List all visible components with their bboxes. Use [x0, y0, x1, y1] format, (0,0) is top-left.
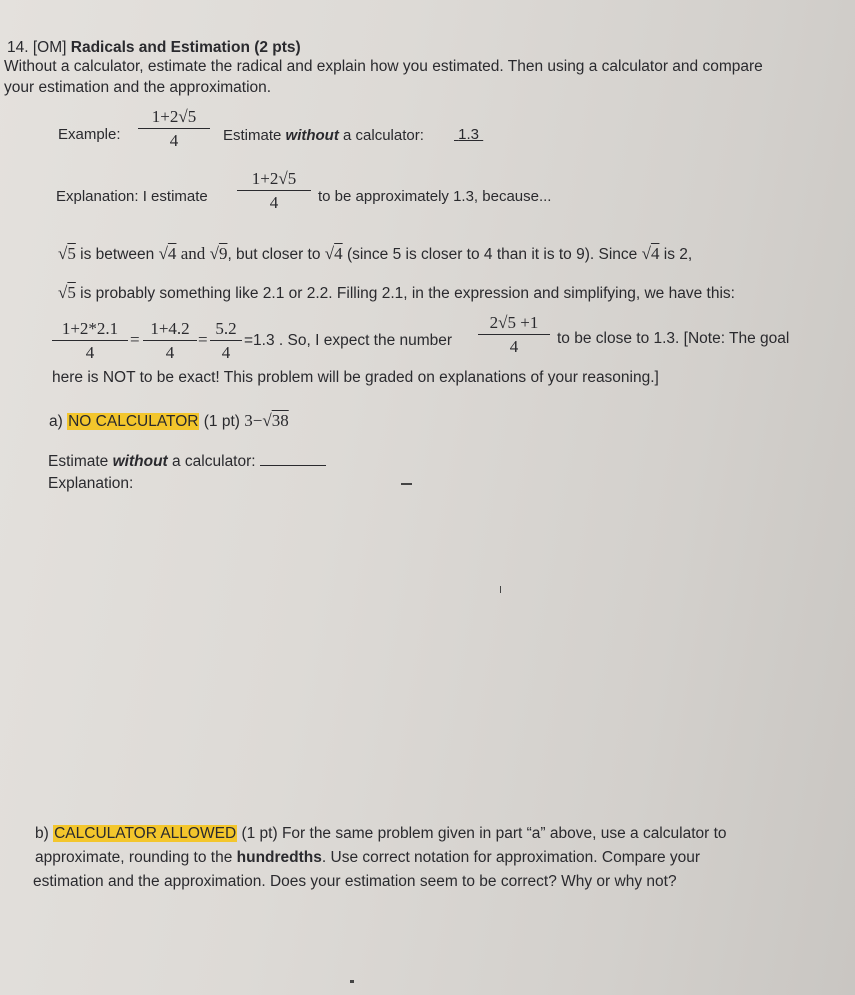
calc-fraction-3: 5.2 4: [210, 320, 242, 362]
calc-tail: to be close to 1.3. [Note: The goal: [557, 330, 790, 347]
explanation-fraction-denominator: 4: [269, 193, 279, 212]
example-fraction: [138, 108, 210, 150]
example-fraction-numerator: 1+2√5: [151, 107, 197, 126]
part-b-line-3: estimation and the approximation. Does your estimation seem to be correct? Why or why not?: [33, 873, 677, 890]
part-a-estimate-line: Estimate without a calculator:: [48, 453, 326, 471]
calculator-allowed-badge: CALCULATOR ALLOWED: [54, 825, 237, 842]
example-estimate-value: 1.3: [458, 126, 480, 143]
pencil-mark: [350, 980, 354, 983]
estimate-answer-blank[interactable]: [260, 453, 326, 466]
explanation-fraction: [237, 170, 311, 212]
explanation-note: here is NOT to be exact! This problem will be graded on explanations of your reasoning.]: [52, 369, 659, 386]
example-fraction-denominator: 4: [169, 131, 179, 150]
explanation-intro-tail: to be approximately 1.3, because...: [318, 188, 552, 205]
explanation-fraction-numerator: 1+2√5: [251, 169, 297, 188]
part-b-line-2: approximate, rounding to the hundredths. Use correct notation for approximation. Compare your: [35, 849, 701, 866]
part-a-expression: 3−√38: [244, 411, 289, 430]
calc-equals-1: =: [130, 330, 140, 349]
explanation-intro: Explanation: I estimate: [56, 188, 208, 205]
explanation-line-1: √5 is between √4 and √9, but closer to √4 (since 5 is closer to 4 than it is to 9). Since √4 is 2,: [58, 244, 693, 263]
part-a-prefix: a): [49, 413, 63, 430]
calc-fraction-2: 1+4.2 4: [143, 320, 197, 362]
instructions: [4, 56, 763, 98]
fraction-bar: [138, 128, 210, 129]
part-b-prefix: b): [35, 825, 49, 842]
pencil-mark: [401, 483, 412, 485]
instructions-line-1: Without a calculator, estimate the radical and explain how you estimated. Then using a calculator and compare: [4, 58, 763, 75]
question-header: [7, 39, 301, 57]
explanation-line-2: √5 is probably something like 2.1 or 2.2. Filling 2.1, in the expression and simplifying, we have this:: [58, 283, 735, 302]
part-a-explanation-label: Explanation:: [48, 475, 134, 492]
fraction-bar: [237, 190, 311, 191]
calc-equals-2: =: [198, 330, 208, 349]
calc-fraction-1: 1+2*2.1 4: [52, 320, 128, 362]
example-estimate-label: Estimate without a calculator:: [223, 127, 424, 144]
question-number: 14. [OM]: [7, 39, 67, 56]
part-a-header: [49, 411, 289, 431]
instructions-line-2: your estimation and the approximation.: [4, 79, 272, 96]
part-b-line-1: b) CALCULATOR ALLOWED (1 pt) For the same problem given in part “a” above, use a calculator to: [35, 825, 727, 842]
no-calculator-badge: NO CALCULATOR: [68, 413, 199, 430]
question-title: Radicals and Estimation (2 pts): [70, 39, 301, 56]
example-label: Example:: [58, 126, 121, 143]
pencil-mark: [500, 586, 501, 593]
calc-fraction-4: 2√5 +1 4: [478, 314, 550, 356]
part-a-points: (1 pt): [203, 413, 240, 430]
calc-result: =1.3 . So, I expect the number: [244, 332, 453, 349]
